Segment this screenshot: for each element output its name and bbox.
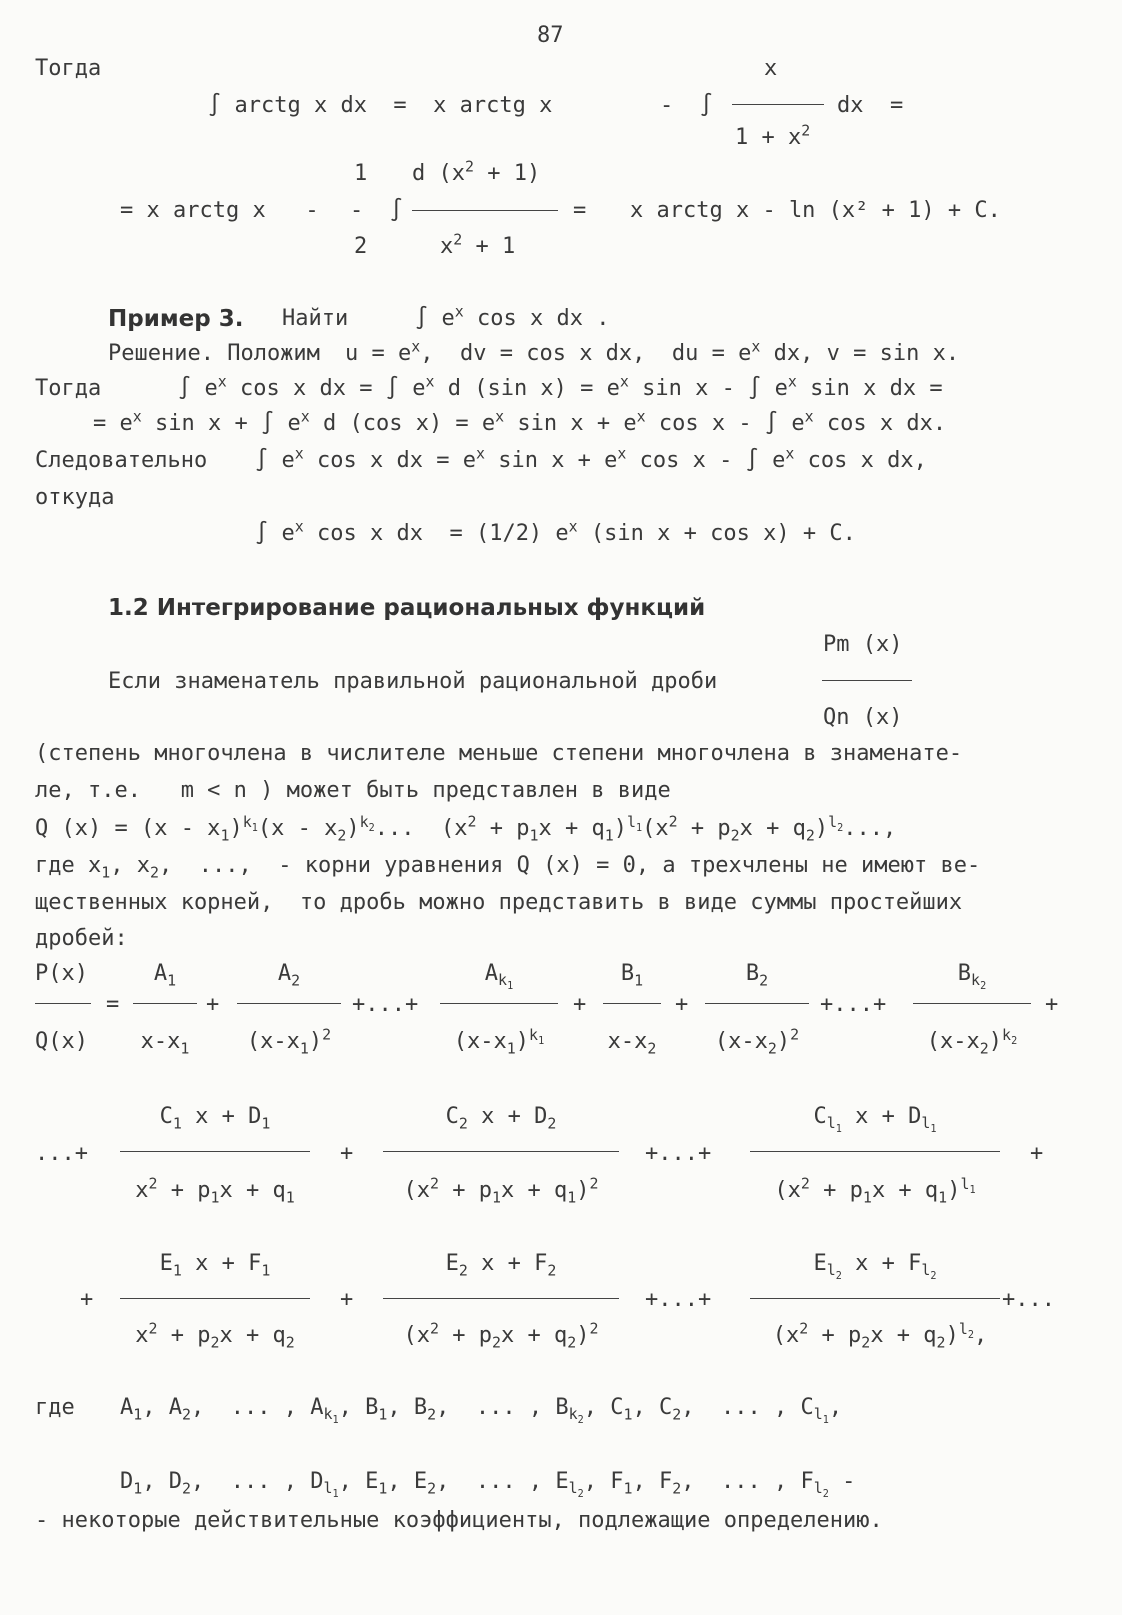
fraction-bar (822, 680, 912, 681)
fraction-denominator: $x-x_1$ (140, 1029, 190, 1058)
solution-line3: ∫ $e^x$ cos x dx = $e^x$ $\sin x + e^x$ cos x - ∫ $e^x$ cos x dx, (255, 444, 927, 473)
fraction-numerator: $C_1$ $x + D_1$ (159, 1104, 271, 1133)
fraction-denominator: $x^2 + p_2x + q_2$ (135, 1319, 295, 1352)
fraction-denominator: $(x-x_2)^2$ (714, 1025, 800, 1058)
formula-line1-dx: dx = (837, 93, 904, 118)
coefficients-line2: $D_1$, $D_2$, ... , $D_{l_1}$, $E_1$, $E_2$, ... , $E_{l_2}$, $F_1$, $F_2$, ... , $F_{l_2}$ - (120, 1469, 856, 1501)
fraction-bar (705, 1003, 809, 1004)
intro-text: Если знаменатель правильной рациональной дроби (108, 669, 718, 694)
formula-line1-lhs: ∫ arctg x dx = x arctg x (208, 93, 553, 118)
fraction-bar (440, 1003, 558, 1004)
solution-result: ∫ $e^x$ cos x dx = (1/2) $e^x$ (sin x + cos x) + C. (255, 517, 856, 546)
coefficients-line1: $A_1$, $A_2$, ... , $A_{k_1}$, $B_1$, $B_2$, ... , $B_{k_2}$, $C_1$, $C_2$, ... , $C_{l_1}$, (120, 1395, 843, 1427)
dots-plus: +...+ (645, 1141, 712, 1166)
fraction-numerator: $C_2$ $x + D_2$ (445, 1104, 557, 1133)
plus-sign: + (675, 992, 689, 1017)
paragraph-line: дробей: (35, 926, 128, 951)
fraction-denominator: $(x^2 + p_1x + q_1)^2$ (403, 1174, 599, 1207)
fraction-numerator: x (764, 56, 778, 81)
pm-numerator: Pm (x) (823, 632, 903, 657)
follows-label: Следовательно (35, 448, 208, 473)
fraction-numerator: $B_2$ (745, 961, 769, 990)
solution-substitution: $u = e^x$, dv = cos x dx, du = $e^x$ dx, v = sin x. (345, 337, 960, 366)
fraction-numerator: $E_{l_2}$ $x + F_{l_2}$ (813, 1251, 937, 1283)
fraction-bar (913, 1003, 1031, 1004)
fraction-denominator: $x^2 + p_1x + q_1$ (135, 1174, 295, 1207)
fraction-bar (133, 1003, 197, 1004)
fraction-denominator: $x-x_2$ (607, 1029, 657, 1058)
fraction-numerator: $B_1$ (620, 961, 644, 990)
dots-plus: +...+ (645, 1287, 712, 1312)
togda-label-2: Тогда (35, 376, 102, 401)
fraction-bar (750, 1298, 1000, 1299)
example-3-task: Найти (282, 306, 349, 331)
formula-line2-rhs: x arctg x - ln (x² + 1) + C. (630, 198, 1001, 223)
plus-sign: + (340, 1287, 354, 1312)
solution-label: Решение. Положим (108, 341, 320, 366)
fraction-bar (383, 1298, 619, 1299)
fraction-numerator: d $(x^2 + 1)$ (412, 157, 541, 186)
dots-plus: +...+ (352, 992, 419, 1017)
solution-line1: ∫ $e^x$ cos x dx = ∫ $e^x$ d (sin $x) = e^x$ sin x - ∫ $e^x$ sin x dx = (178, 372, 943, 401)
plus-sign: + (340, 1141, 354, 1166)
paragraph-line: где $x_1$, $x_2$, ..., - корни уравнения Q (x) = 0, а трехчлены не имеют ве- (35, 853, 981, 882)
fraction-denominator: $(x-x_1)^{k_1}$ (453, 1025, 545, 1058)
fraction-denominator: $(x^2 + p_1x + q_1)^{l_1}$ (774, 1174, 976, 1207)
leading-dots: ...+ (35, 1141, 88, 1166)
whence-label: откуда (35, 485, 115, 510)
formula-line2-eq: = (573, 198, 587, 223)
fraction-numerator: $B_{k_2}$ (957, 961, 987, 993)
plus-sign: + (1030, 1141, 1044, 1166)
fraction-denominator: $(x-x_2)^{k_2}$ (926, 1025, 1018, 1058)
plus-sign: + (206, 992, 220, 1017)
paragraph-line: ле, т.е. m < n ) может быть представлен в виде (35, 778, 671, 803)
px-numerator: P(x) (35, 961, 88, 986)
equals-sign: = (106, 992, 120, 1017)
fraction-denominator: $(x^2 + p_2x + q_2)^2$ (403, 1319, 599, 1352)
gde-label: где (35, 1395, 75, 1420)
plus-sign: + (1045, 992, 1059, 1017)
solution-line2: = $e^x$ sin x + ∫ $e^x$ d (cos $x) = e^x$ $\sin x + e^x$ cos x - ∫ $e^x$ cos x dx. (93, 407, 947, 436)
fraction-numerator: $E_2$ $x + F_2$ (445, 1251, 557, 1280)
plus-sign: + (573, 992, 587, 1017)
fraction-bar (120, 1151, 310, 1152)
fraction-numerator: $A_{k_1}$ (484, 961, 514, 993)
togda-label: Тогда (35, 56, 102, 81)
fraction-denominator: $(x-x_1)^2$ (246, 1025, 332, 1058)
fraction-bar (120, 1298, 310, 1299)
section-title: 1.2 Интегрирование рациональных функций (108, 595, 706, 621)
paragraph-line: щественных корней, то дробь можно представить в виде суммы простейших (35, 890, 963, 915)
fraction-numerator: $E_1$ $x + F_1$ (159, 1251, 271, 1280)
fraction-bar (412, 210, 558, 211)
fraction-bar (383, 1151, 619, 1152)
example-3-label: Пример 3. (108, 306, 244, 332)
example-3-integral: ∫ $e^x$ cos x dx . (415, 302, 610, 331)
dots-plus: +...+ (820, 992, 887, 1017)
plus-sign: + (80, 1287, 94, 1312)
page-number: 87 (537, 23, 564, 48)
fraction-denominator: $x^2 + 1$ (440, 230, 516, 259)
fraction-bar (603, 1003, 661, 1004)
trailing-dots: +... (1002, 1287, 1055, 1312)
half-denominator: 2 (354, 234, 368, 259)
qx-denominator: Q(x) (35, 1029, 88, 1054)
factorization-formula: Q $(x) = (x - x_1)^{k_1}(x - x_2)^{k_2}$... $(x^2 + p_1x + q_1)^{l_1}(x^2 + p_2x + q_2)^{l_2}$..., (35, 812, 897, 845)
fraction-numerator: $C_{l_1}$ $x + D_{l_1}$ (813, 1104, 937, 1136)
formula-line1-minus: - ∫ (660, 93, 713, 118)
fraction-numerator: $A_1$ (153, 961, 177, 990)
fraction-denominator: $1 + x^2$ (735, 121, 811, 150)
fraction-denominator: $(x^2 + p_2x + q_2)^{l_2}$, (772, 1319, 988, 1352)
formula-line2-lhs: = x arctg x - (120, 198, 319, 223)
fraction-bar (35, 1003, 91, 1004)
fraction-numerator: $A_2$ (277, 961, 301, 990)
half-integral: - ∫ (350, 198, 403, 223)
paragraph-line: (степень многочлена в числителе меньше степени многочлена в знаменате- (35, 741, 963, 766)
fraction-bar (732, 104, 824, 105)
coefficients-tail: - некоторые действительные коэффициенты, подлежащие определению. (35, 1508, 883, 1533)
qn-denominator: Qn (x) (823, 705, 903, 730)
fraction-bar (750, 1151, 1000, 1152)
half-numerator: 1 (354, 161, 368, 186)
fraction-bar (237, 1003, 341, 1004)
